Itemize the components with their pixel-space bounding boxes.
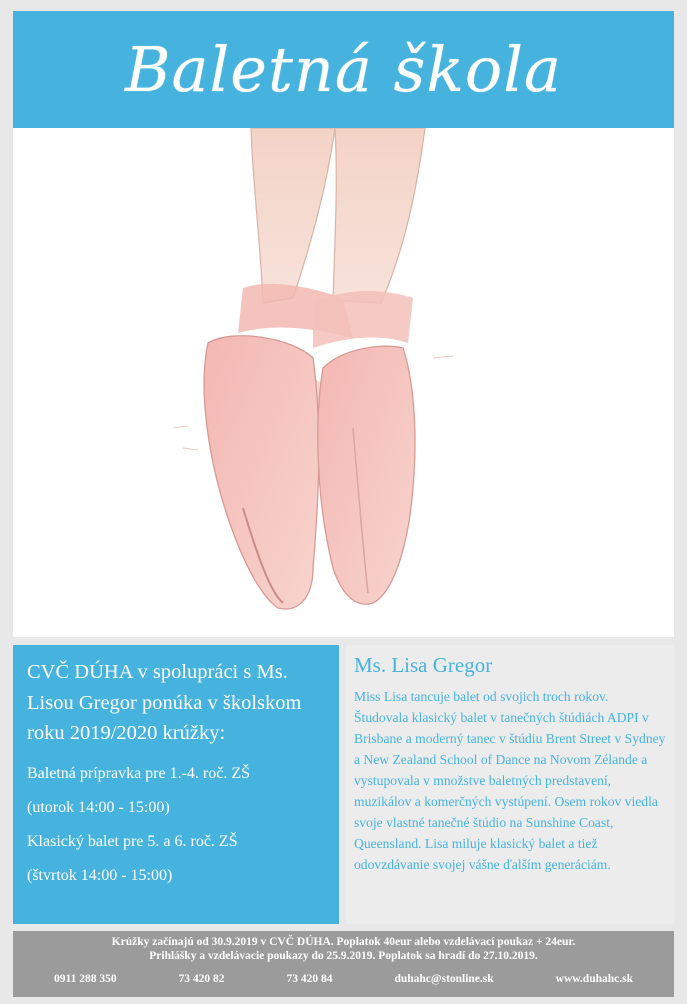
course-offer-panel: [13, 645, 339, 924]
header-banner: [13, 11, 674, 128]
course-item: Klasický balet pre 5. a 6. roč. ZŠ: [27, 832, 238, 850]
course-time: (utorok 14:00 - 15:00): [27, 798, 170, 816]
teacher-name: Ms. Lisa Gregor: [354, 653, 493, 677]
course-time: (štvrtok 14:00 - 15:00): [27, 866, 173, 884]
teacher-bio-panel: [346, 645, 674, 924]
phone-2: 73 420 84: [286, 973, 333, 985]
email-address: duhahc@stonline.sk: [394, 973, 494, 985]
ballet-shoes-image: [13, 128, 674, 637]
phone-1: 73 420 82: [178, 973, 225, 985]
website-address: www.duhahc.sk: [555, 973, 633, 985]
page-title: Baletná škola: [124, 33, 563, 106]
offer-lead-text: CVČ DÚHA v spolupráci s Ms. Lisou Gregor ponúka v školskom roku 2019/2020 krúžky:: [27, 661, 302, 744]
ballet-pointe-shoes-icon: [13, 128, 674, 637]
contact-list: [13, 973, 674, 985]
footer-info-line-2: Prihlášky a vzdelávacie poukazy do 25.9.2019. Poplatok sa hradí do 27.10.2019.: [149, 950, 538, 962]
footer-info-line-1: Krúžky začínajú od 30.9.2019 v CVČ DÚHA. Poplatok 40eur alebo vzdelávací poukaz + 24eur.: [111, 936, 576, 948]
phone-mobile: 0911 288 350: [53, 973, 117, 985]
teacher-bio: Miss Lisa tancuje balet od svojich troch rokov. Študovala klasický balet v tanečných štúdiách ADPI v Brisbane a moderný tanec v štúdiu Brent Street v Sydney a New Zealand School of Dance na Novom Zélande a vystupovala v množstve baletných predstavení, muzikálov a komerčných vystúpení. Osem rokov viedla svoje vlastné tanečné štúdio na Sunshine Coast, Queensland. Lisa miluje klasický balet a tiež odovzdávanie svojej vášne ďalším generáciám.: [354, 689, 666, 872]
footer: [13, 931, 674, 997]
course-item: Baletná prípravka pre 1.-4. roč. ZŠ: [27, 764, 251, 782]
